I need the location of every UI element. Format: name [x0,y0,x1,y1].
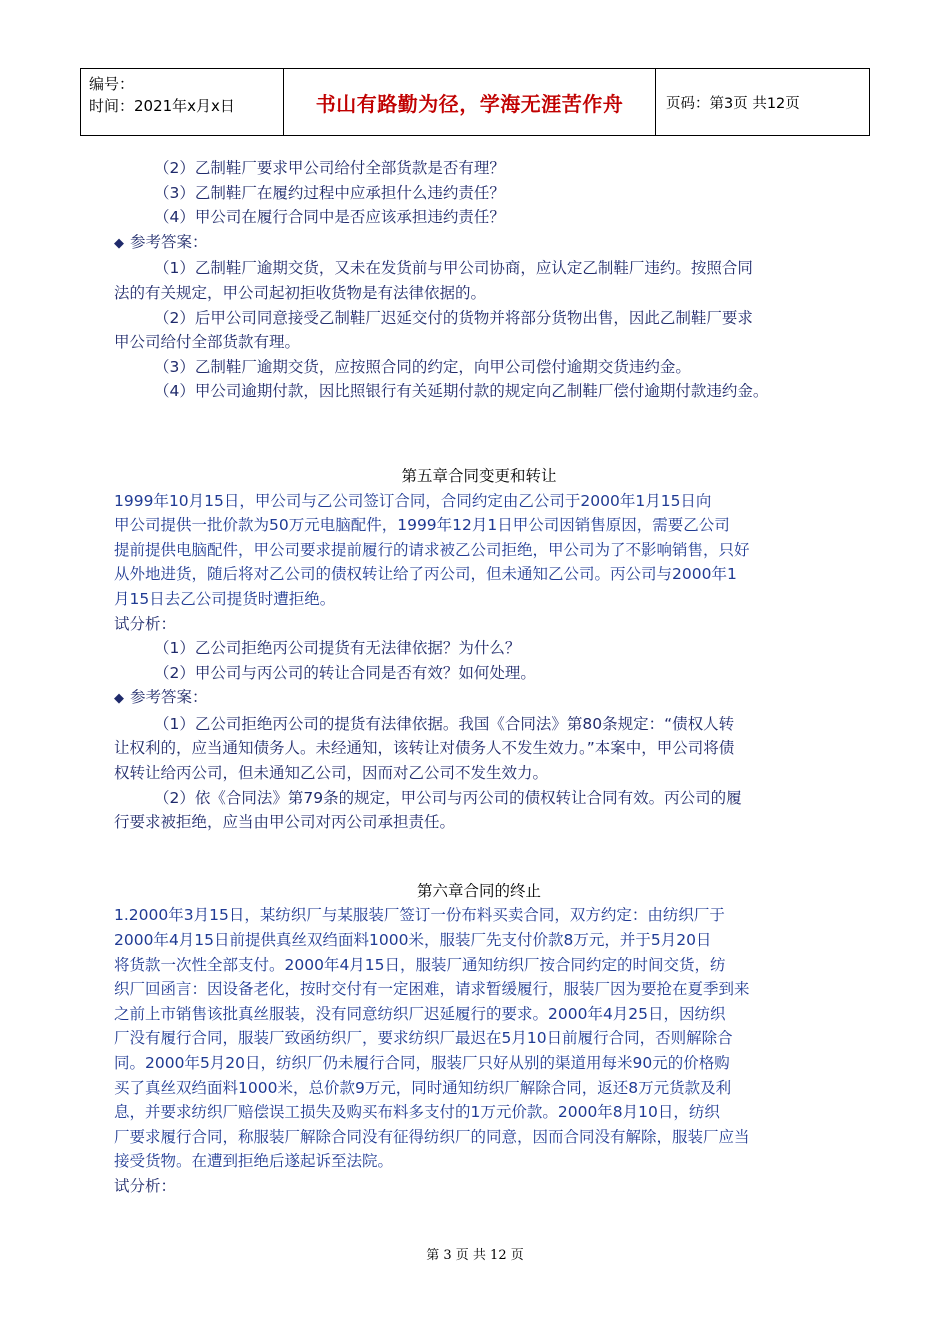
diamond-bullet-icon: ◆ [114,235,124,251]
header-page-info: 页码：第3页 共12页 [655,69,869,135]
case-line: 接受货物。在遭到拒绝后遂起诉至法院。 [114,1152,394,1171]
answer-line: （1）乙制鞋厂逾期交货，又未在发货前与甲公司协商，应认定乙制鞋厂违约。按照合同 [154,259,753,278]
case-line: 同。2000年5月20日，纺织厂仍未履行合同，服装厂只好从别的渠道用每米90元的价格购 [114,1054,730,1072]
case-line: 提前提供电脑配件，甲公司要求提前履行的请求被乙公司拒绝，甲公司为了不影响销售，只好 [114,540,750,559]
case-line: 月15日去乙公司提货时遭拒绝。 [114,589,336,608]
answer-line: 法的有关规定，甲公司起初拒收货物是有法律依据的。 [114,283,487,302]
question-line: （2）甲公司与丙公司的转让合同是否有效？如何处理。 [154,663,536,682]
case-line: 从外地进货，随后将对乙公司的债权转让给了丙公司，但未通知乙公司。丙公司与2000年1 [114,565,737,584]
case-line: 1.2000年3月15日，某纺织厂与某服装厂签订一份布料买卖合同，双方约定：由纺织厂于 [114,906,725,925]
answer-line: 让权利的，应当通知债务人。未经通知，该转让对债务人不发生效力。”本案中，甲公司将债 [114,739,735,758]
answer-line: （2）后甲公司同意接受乙制鞋厂迟延交付的货物并将部分货物出售，因此乙制鞋厂要求 [154,308,753,327]
case-line: 厂要求履行合同，称服装厂解除合同没有征得纺织厂的同意，因而合同没有解除，服装厂应当 [114,1127,750,1146]
chapter-title: 第五章合同变更和转让 [401,466,557,485]
case-line: 织厂回函言：因设备老化，按时交付有一定困难，请求暂缓履行，服装厂因为要抢在夏季到来 [114,980,750,999]
diamond-bullet-icon: ◆ [114,691,124,707]
header-motto: 书山有路勤为径，学海无涯苦作舟 [283,69,655,135]
answer-line: 甲公司给付全部货款有理。 [114,333,301,352]
answer-line: 行要求被拒绝，应当由甲公司对丙公司承担责任。 [114,813,456,832]
answer-heading: ◆ 参考答案： [114,688,208,707]
answer-line: （2）依《合同法》第79条的规定，甲公司与丙公司的债权转让合同有效。丙公司的履 [154,788,742,807]
case-line: 买了真丝双绉面料1000米，总价款9万元，同时通知纺织厂解除合同，返还8万元货款及利 [114,1078,732,1097]
analysis-label: 试分析： [114,1176,177,1195]
answer-line: （1）乙公司拒绝丙公司的提货有法律依据。我国《合同法》第80条规定：“债权人转 [154,714,735,733]
chapter-title: 第六章合同的终止 [416,881,541,900]
document-body [114,156,844,1199]
case-line: 2000年4月15日前提供真丝双绉面料1000米，服装厂先支付价款8万元，并于5月20日 [114,931,712,950]
question-line: （1）乙公司拒绝丙公司提货有无法律依据？为什么？ [154,639,521,658]
case-line: 之前上市销售该批真丝服装，没有同意纺织厂迟延履行的要求。2000年4月25日，因纺织 [114,1004,726,1023]
case-line: 将货款一次性全部支付。2000年4月15日，服装厂通知纺织厂按合同约定的时间交货，纺 [114,955,726,974]
answer-line: 权转让给丙公司，但未通知乙公司，因而对乙公司不发生效力。 [114,764,549,783]
answer-line: （4）甲公司逾期付款，因比照银行有关延期付款的规定向乙制鞋厂偿付逾期付款违约金。 [154,382,769,401]
answer-heading: ◆ 参考答案： [114,232,208,251]
question-line: （3）乙制鞋厂在履约过程中应承担什么违约责任？ [154,183,505,202]
header-left-cell [81,69,283,135]
case-line: 1999年10月15日，甲公司与乙公司签订合同，合同约定由乙公司于2000年1月15日向 [114,491,712,510]
case-line: 甲公司提供一批价款为50万元电脑配件，1999年12月1日甲公司因销售原因，需要乙公司 [114,516,730,535]
question-line: （4）甲公司在履行合同中是否应该承担违约责任？ [154,208,505,227]
doc-number-label: 编号： [89,75,135,93]
doc-time-label: 时间：2021年x月x日 [89,97,235,115]
page-footer: 第 3 页 共 12 页 [426,1248,524,1263]
case-line: 息，并要求纺织厂赔偿误工损失及购买布料多支付的1万元价款。2000年8月10日，纺织 [114,1103,720,1122]
question-line: （2）乙制鞋厂要求甲公司给付全部货款是否有理？ [154,159,505,177]
case-line: 厂没有履行合同，服装厂致函纺织厂，要求纺织厂最迟在5月10日前履行合同，否则解除合 [114,1029,733,1048]
answer-line: （3）乙制鞋厂逾期交货，应按照合同的约定，向甲公司偿付逾期交货违约金。 [154,357,691,376]
header-table [80,68,870,136]
analysis-label: 试分析： [114,614,177,633]
